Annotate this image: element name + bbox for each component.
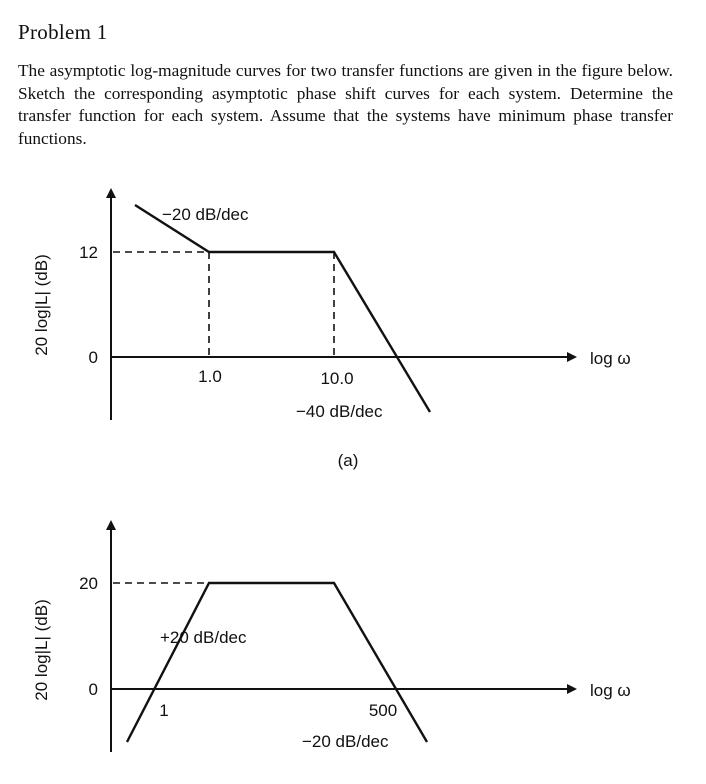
x-label-a: log ω (590, 349, 631, 368)
y-tick-20: 20 (79, 574, 98, 593)
figure-b (32, 522, 631, 752)
x-tick-10: 10.0 (320, 369, 354, 388)
y-label-a: 20 log|L| (dB) (32, 254, 51, 356)
y-label-b: 20 log|L| (dB) (32, 599, 51, 701)
slope-label-minus40: −40 dB/dec (296, 402, 383, 421)
x-tick-500: 500 (368, 701, 398, 720)
caption-a: (a) (337, 451, 359, 470)
slope-label-minus20-b: −20 dB/dec (302, 732, 389, 751)
problem-title: Problem 1 (18, 20, 108, 44)
x-tick-1: 1.0 (198, 367, 222, 386)
slope-label-plus20: +20 dB/dec (160, 628, 247, 647)
figure-a (32, 190, 631, 470)
y-tick-0-b: 0 (88, 680, 98, 699)
slope-label-minus20: −20 dB/dec (162, 205, 249, 224)
magnitude-curve-a (135, 205, 430, 412)
x-tick-1-b: 1 (159, 701, 169, 720)
y-tick-12: 12 (79, 243, 98, 262)
problem-text: The asymptotic log-magnitude curves for two transfer functions are given in the figure below. Sketch the corresponding asymptotic phase shift curves for each system. Determine the transfer function for each system. Assume that the systems have minimum phase transfer functions. (18, 61, 673, 148)
y-tick-0: 0 (88, 348, 98, 367)
x-label-b: log ω (590, 681, 631, 700)
